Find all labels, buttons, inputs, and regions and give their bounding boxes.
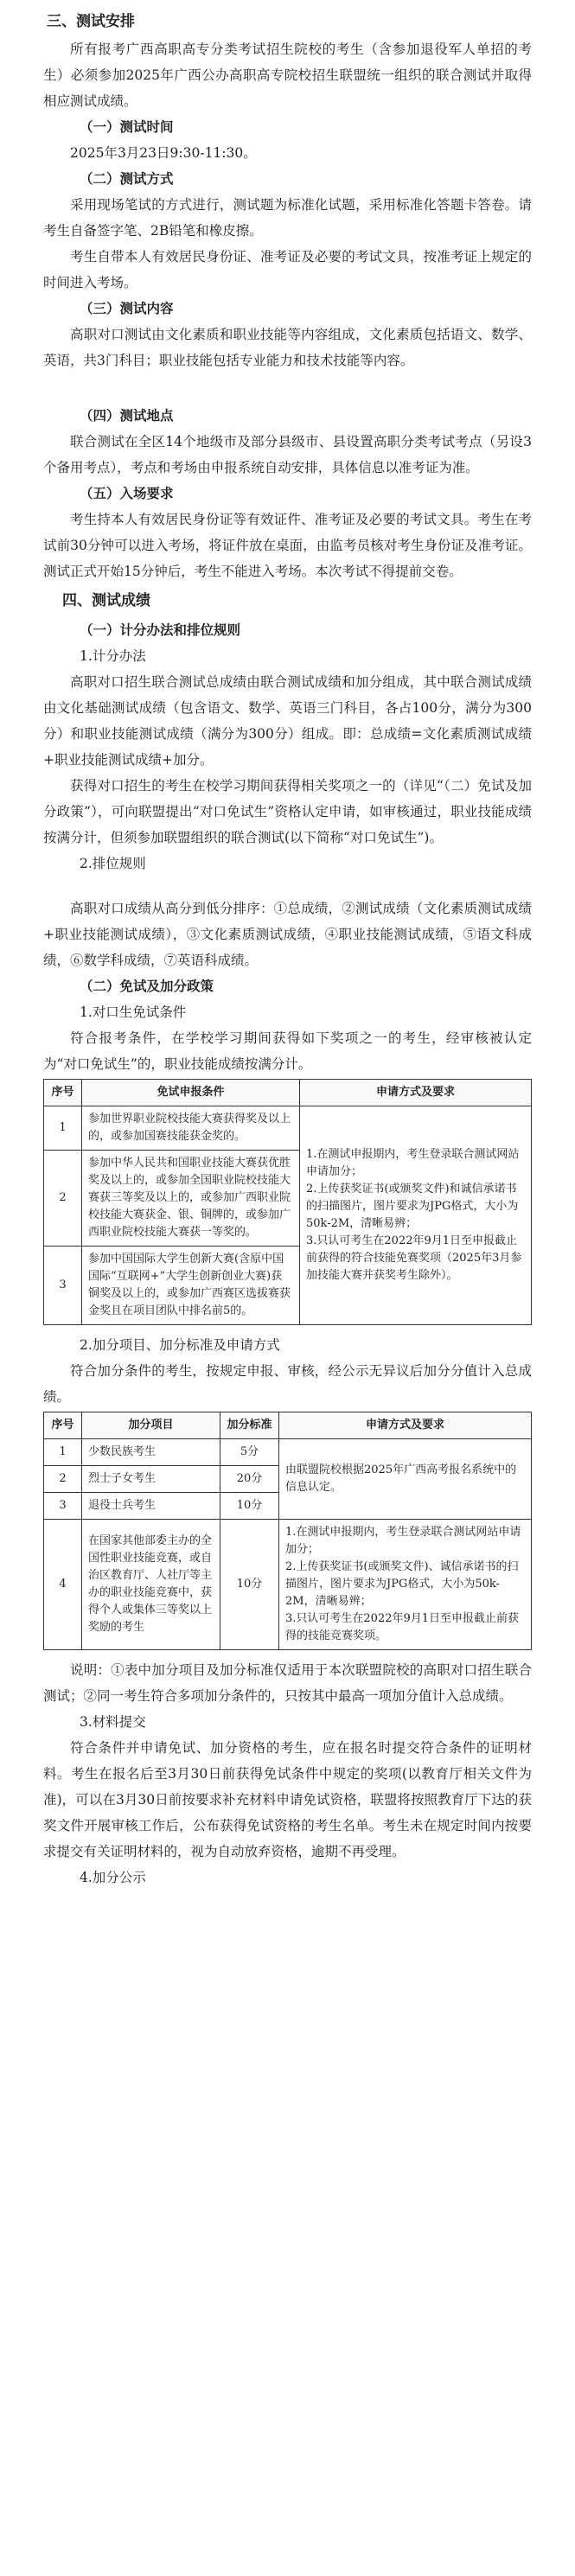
test-method-heading: （二）测试方式 <box>80 171 174 187</box>
ranking-subheading: 2.排位规则 <box>80 856 146 871</box>
materials-text: 符合条件并申请免试、加分资格的考生，应在报名时提交符合条件的证明材料。考生在报名后至3月30日前获得免试条件中规定的奖项(以教育厅相关文件为准)，可以在3月30日前按要求补充材料申请免试资格，联盟将按照教育厅下达的获奖文件开展审核工作后，公布获得免试资格的考生名单。考生未在规定时间内按要求提交有关证明材料的，视为自动放弃资格，逾期不再受理。 <box>43 1740 532 1859</box>
entry-requirements-heading: （五）入场要求 <box>80 486 174 501</box>
row-number: 3 <box>44 1247 82 1325</box>
row-number: 1 <box>44 1439 82 1466</box>
bonus-points-cell: 20分 <box>220 1466 279 1493</box>
bonus-text: 符合加分条件的考生，按规定申报、审核，经公示无异议后加分分值计入总成绩。 <box>43 1363 532 1405</box>
row-number: 1 <box>44 1106 82 1151</box>
test-method-paragraph-1: 采用现场笔试的方式进行，测试题为标准化试题，采用标准化答题卡答卷。请考生自备签字笔、2B铅笔和橡皮擦。 <box>43 197 532 239</box>
application-requirements-cell: 由联盟院校根据2025年广西高考报名系统中的信息认定。 <box>279 1439 532 1520</box>
table-row <box>44 1439 532 1466</box>
exempt-conditions-table <box>43 1079 532 1325</box>
exempt-condition-cell: 参加世界职业院校技能大赛获得奖及以上的，或参加国赛技能获金奖的。 <box>82 1106 300 1151</box>
exempt-conditions-subheading: 1.对口生免试条件 <box>80 1004 187 1020</box>
row-number: 3 <box>44 1493 82 1520</box>
bonus-item-cell: 少数民族考生 <box>82 1439 220 1466</box>
row-number: 2 <box>44 1466 82 1493</box>
table-row <box>44 1520 532 1650</box>
exempt-conditions-text: 符合报考条件，在学校学习期间获得如下奖项之一的考生，经审核被认定为“对口免试生”的，职业技能成绩按满分计。 <box>43 1030 532 1072</box>
bonus-points-cell: 5分 <box>220 1439 279 1466</box>
scoring-paragraph-2: 获得对口招生的考生在校学习期间获得相关奖项之一的（详见“（二）免试及加分政策”），可向联盟提出“对口免试生”资格认定申请，如审核通过，职业技能成绩按满分计，但须参加联盟组织的联合测试(以下简称“对口免试生”)。 <box>43 778 532 845</box>
column-header: 加分项目 <box>82 1412 220 1439</box>
column-header: 序号 <box>44 1412 82 1439</box>
column-header: 序号 <box>44 1080 82 1106</box>
table-header-row <box>44 1412 532 1439</box>
bonus-item-cell: 在国家其他部委主办的全国性职业技能竞赛，或自治区教育厅、人社厅等主办的职业技能竞赛中，获得个人或集体三等奖以上奖励的考生 <box>82 1520 220 1650</box>
row-number: 4 <box>44 1520 82 1650</box>
table-note: 说明：①表中加分项目及加分标准仅适用于本次联盟院校的高职对口招生联合测试；②同一考生符合多项加分条件的，只按其中最高一项加分值计入总成绩。 <box>43 1662 532 1704</box>
bonus-subheading: 2.加分项目、加分标准及申请方式 <box>80 1337 280 1353</box>
policy-heading: （二）免试及加分政策 <box>80 979 214 994</box>
scoring-heading: （一）计分办法和排位规则 <box>80 622 241 638</box>
bonus-points-table <box>43 1412 532 1650</box>
application-requirements-cell: 1.在测试申报期内，考生登录联合测试网站申请加分； 2.上传获奖证书(或颁奖文件)和诚信承诺书的扫描图片，图片要求为JPG格式，大小为50k-2M，清晰易辨； 3.只认可考生在2022年9月1日至申报截止前获得的符合技能免赛奖项（2025年3月参加技能大赛并获奖考生除外）。 <box>300 1106 532 1325</box>
test-method-paragraph-2: 考生自带本人有效居民身份证、准考证及必要的考试文具，按准考证上规定的时间进入考场。 <box>43 249 532 290</box>
blank-spacer <box>43 877 532 896</box>
section-3-intro: 所有报考广西高职高专分类考试招生院校的考生（含参加退役军人单招的考生）必须参加2025年广西公办高职高专院校招生联盟统一组织的联合测试并取得相应测试成绩。 <box>43 41 532 109</box>
bonus-publicity-subheading: 4.加分公示 <box>80 1870 146 1885</box>
application-requirements-cell: 1.在测试申报期内，考生登录联合测试网站申请加分； 2.上传获奖证书(或颁奖文件)、诚信承诺书的扫描图片，图片要求为JPG格式，大小为50k-2M，清晰易辨； 3.只认可考生在2022年9月1日至申报截止前获得的技能竞赛奖项。 <box>279 1520 532 1650</box>
bonus-item-cell: 退役士兵考生 <box>82 1493 220 1520</box>
column-header: 免试申报条件 <box>82 1080 300 1106</box>
table-row <box>44 1106 532 1151</box>
test-content-text: 高职对口测试由文化素质和职业技能等内容组成，文化素质包括语文、数学、英语，共3门科目；职业技能包括专业能力和技术技能等内容。 <box>43 327 532 368</box>
bonus-item-cell: 烈士子女考生 <box>82 1466 220 1493</box>
row-number: 2 <box>44 1151 82 1247</box>
bonus-points-cell: 10分 <box>220 1493 279 1520</box>
column-header: 申请方式及要求 <box>279 1412 532 1439</box>
section-4-heading: 四、测试成绩 <box>62 592 150 609</box>
materials-subheading: 3.材料提交 <box>80 1714 146 1730</box>
entry-requirements-text: 考生持本人有效居民身份证等有效证件、准考证及必要的考试文具。考生在考试前30分钟可以进入考场，将证件放在桌面，由监考员核对考生身份证及准考证。测试正式开始15分钟后，考生不能进入考场。本次考试不得提前交卷。 <box>43 512 532 579</box>
scoring-method-subheading: 1.计分办法 <box>80 648 146 664</box>
test-content-heading: （三）测试内容 <box>80 301 174 316</box>
section-3-heading: 三、测试安排 <box>47 13 135 30</box>
test-time-text: 2025年3月23日9:30-11:30。 <box>70 145 257 161</box>
column-header: 加分标准 <box>220 1412 279 1439</box>
scoring-paragraph-1: 高职对口招生联合测试总成绩由联合测试成绩和加分组成，其中联合测试成绩由文化基础测试成绩（包含语文、数学、英语三门科目，各占100分，满分为300分）和职业技能测试成绩（满分为300分）组成。即：总成绩=文化素质测试成绩+职业技能测试成绩+加分。 <box>43 674 532 768</box>
exempt-condition-cell: 参加中国国际大学生创新大赛(含原中国国际“互联网+”大学生创新创业大赛)获铜奖及以上的，或参加广西赛区选拔赛获金奖且在项目团队中排名前5的。 <box>82 1247 300 1325</box>
ranking-text: 高职对口成绩从高分到低分排序：①总成绩，②测试成绩（文化素质测试成绩+职业技能测试成绩），③文化素质测试成绩，④职业技能测试成绩，⑤语文科成绩，⑥数学科成绩，⑦英语科成绩。 <box>43 901 532 968</box>
column-header: 申请方式及要求 <box>300 1080 532 1106</box>
test-place-heading: （四）测试地点 <box>80 408 174 424</box>
test-time-heading: （一）测试时间 <box>80 119 174 135</box>
test-place-text: 联合测试在全区14个地级市及部分县级市、县设置高职分类考试考点（另设3个备用考点），考点和考场由申报系统自动安排，具体信息以准考证为准。 <box>43 434 532 475</box>
blank-spacer <box>43 373 532 403</box>
exempt-condition-cell: 参加中华人民共和国职业技能大赛获优胜奖及以上的，或参加全国职业院校技能大赛获三等奖及以上的，或参加广西职业院校技能大赛获金、银、铜牌的，或参加广西职业院校技能大赛获一等奖的。 <box>82 1151 300 1247</box>
table-header-row <box>44 1080 532 1106</box>
bonus-points-cell: 10分 <box>220 1520 279 1650</box>
